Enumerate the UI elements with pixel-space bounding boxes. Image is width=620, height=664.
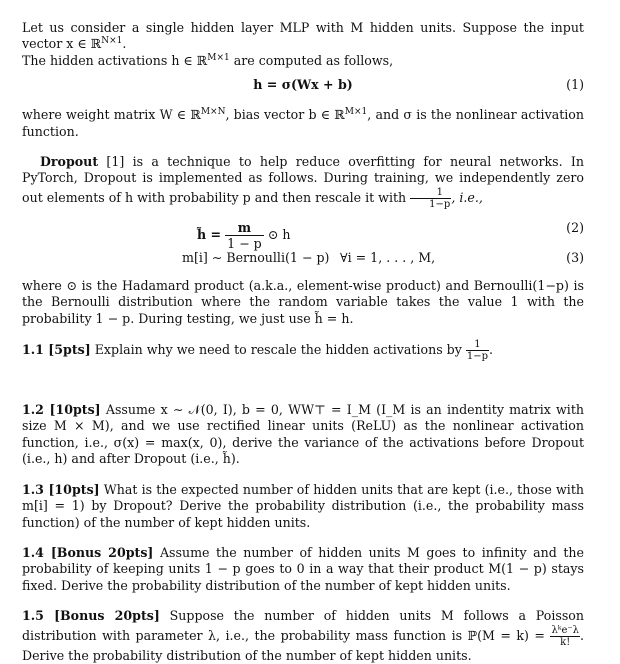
question-1-5-head: 1.5 [Bonus 20pts] — [22, 608, 160, 624]
where1-c: , and σ is the nonlinear activation function. — [22, 107, 584, 139]
question-1-1-text: Explain why we need to rescale the hidden activations by — [90, 342, 466, 358]
where1-b: , bias vector b ∈ ℝ — [225, 107, 345, 123]
intro-paragraph: Let us consider a single hidden layer MLP with M hidden units. Suppose the input vector x ∈ ℝ$^{N\times 1}$. The hidden activations h ∈ ℝ$^{M\times 1}$ are computed as follows, — [22, 20, 584, 68]
equation-2 — [22, 214, 584, 251]
question-1-5-text1: Suppose the number of hidden units M follows a Poisson distribution with parameter λ, i.e., the probability mass function is ℙ(M = k) = — [22, 608, 584, 643]
intro-line2b: are computed as follows, — [229, 52, 394, 68]
intro-sup2: M×1 — [207, 52, 230, 63]
equation-3-lhs: m[i] ∼ Bernoulli(1 − p) — [182, 249, 330, 265]
dropout-paragraph — [22, 154, 584, 210]
question-1-5-text2: . Derive the probability distribution of the number of kept hidden units. — [22, 627, 584, 663]
where-paragraph-2: where ⊙ is the Hadamard product (a.k.a., element-wise product) and Bernoulli(1−p) is the Bernoulli distribution where the random variable takes the value 1 with the probability 1 − p. During testing, we just use h̃ = h. — [22, 277, 584, 326]
equation-2-fraction — [225, 220, 264, 251]
document-page — [22, 20, 584, 664]
q15-frac-num: λᵏe⁻λ — [551, 624, 579, 636]
question-1-4-text: Assume the number of hidden units M goes to infinity and the probability of keeping units 1 − p goes to 0 in a way that their product M(1 − p) stays fixed. Derive the probability distribution of the number of kept hidden units. — [22, 544, 584, 593]
dropout-frac-den: 1−p — [429, 198, 451, 210]
question-1-5-fraction — [550, 625, 580, 648]
equation-2-rhs: ⊙ h — [267, 226, 291, 242]
where1-a: where weight matrix W ∈ ℝ — [22, 107, 201, 123]
q11-frac-num: 1 — [466, 339, 489, 351]
where1-sup2: M×1 — [344, 107, 368, 118]
intro-line1: Let us consider a single hidden layer MLP with M hidden units. Suppose the input vector x ∈ ℝ — [22, 20, 584, 52]
where-paragraph-1 — [22, 107, 584, 140]
equation-3 — [22, 248, 584, 272]
question-1-3 — [22, 482, 584, 531]
equation-3-rhs: ∀i = 1, . . . , M, — [340, 249, 436, 265]
intro-sup1: N×1 — [101, 36, 123, 47]
equation-2-frac-den: 1 − p — [227, 235, 262, 251]
question-1-4-head: 1.4 [Bonus 20pts] — [22, 544, 154, 560]
equation-2-lhs: h̃ = — [197, 226, 222, 242]
q11-frac-den: 1−p — [466, 351, 489, 363]
question-1-2-head: 1.2 [10pts] — [22, 402, 101, 418]
dropout-fraction — [410, 187, 451, 210]
question-1-3-text: What is the expected number of hidden units that are kept (i.e., those with m[i] = 1) by Dropout? Derive the probability distribution (i.e., the probability mass function) of the number of kept hidden units. — [22, 481, 584, 530]
question-1-4 — [22, 545, 584, 594]
equation-1 — [22, 77, 584, 97]
intro-line2a: The hidden activations h ∈ ℝ — [22, 52, 208, 68]
question-1-2-text: Assume x ∼ 𝒩(0, I), b = 0, WW⊤ = I_M (I_M is an indentity matrix with size M × M), and we use rectified linear units (ReLU) as the nonlinear activation function, i.e., σ(x) = max(x, 0), derive the variance of the activations before Dropout (i.e., h) and after Dropout (i.e., h̃). — [22, 402, 585, 467]
dropout-text1: [1] is a technique to help reduce overfitting for neural networks. In PyTorch, Dropout is implemented as follows. During training, we independently zero out elements of h with probability p and then rescale it with — [22, 154, 584, 205]
question-1-1-head: 1.1 [5pts] — [22, 342, 91, 358]
question-1-5 — [22, 608, 584, 664]
equation-2-number: (2) — [566, 219, 584, 235]
dropout-frac-num: 1 — [410, 187, 451, 199]
equation-1-number: (1) — [566, 77, 584, 93]
q15-frac-den: k! — [560, 636, 571, 648]
question-1-1 — [22, 339, 584, 362]
q11-end: . — [489, 342, 494, 358]
equation-3-number: (3) — [566, 249, 584, 265]
question-1-1-fraction — [466, 339, 489, 362]
equation-2-frac-num: m — [225, 220, 264, 236]
question-1-2 — [22, 402, 584, 468]
where1-sup1: M×N — [200, 107, 226, 118]
equation-1-expr: h = σ(Wx + b) — [253, 77, 353, 93]
dropout-term: Dropout — [40, 154, 99, 170]
dropout-text2: , i.e., — [451, 189, 483, 205]
question-1-3-head: 1.3 [10pts] — [22, 481, 100, 497]
